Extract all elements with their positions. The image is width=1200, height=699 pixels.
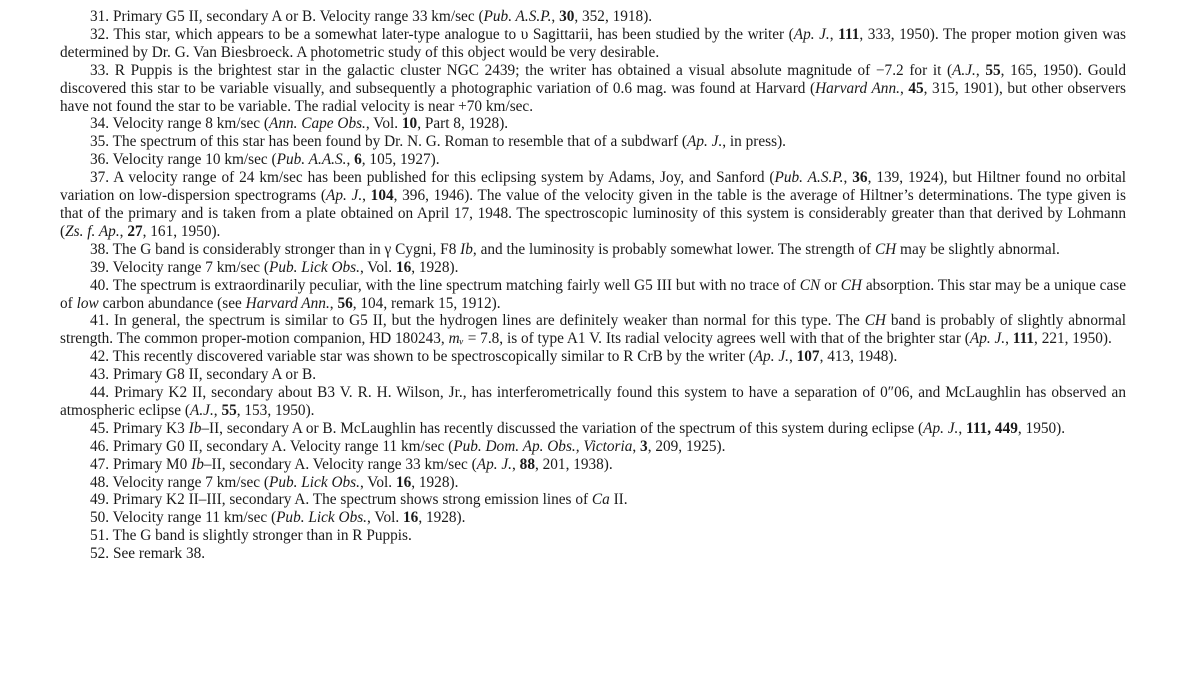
italic-text: Ib: [188, 419, 202, 437]
note-32: [60, 26, 1126, 62]
italic-text: Ap. J.: [326, 187, 363, 205]
italic-text: Ap. J.: [793, 25, 830, 43]
italic-text: Harvard Ann.: [245, 294, 330, 312]
note-text: ,: [329, 294, 338, 312]
note-text: , Vol.: [359, 473, 396, 491]
note-number: 36.: [90, 151, 113, 169]
note-number: 46.: [90, 437, 113, 455]
bold-text: 104: [370, 187, 394, 205]
note-number: 44.: [90, 384, 115, 402]
bold-text: 10: [401, 115, 418, 133]
italic-text: Ca: [591, 491, 610, 509]
note-text: The spectrum of this star has been found by Dr. N. G. Roman to resemble that of a subdwarf (: [112, 133, 688, 151]
note-number: 48.: [90, 473, 113, 491]
bold-text: 56: [337, 294, 353, 312]
note-number: 52.: [90, 545, 113, 563]
bold-text: 16: [403, 509, 419, 527]
note-text: or: [820, 276, 841, 294]
italic-text: A.J.: [189, 401, 214, 419]
italic-text: Ap. J.: [753, 348, 789, 366]
note-text: See remark 38.: [112, 545, 206, 563]
note-34: [60, 115, 1126, 133]
note-text: , 1950).: [1017, 419, 1066, 437]
note-text: –II, secondary A or B. McLaughlin has recently discussed the variation of the spectrum of this system during eclipse (: [201, 419, 924, 437]
note-text: , and the luminosity is probably somewhat lower. The strength of: [472, 240, 875, 258]
note-text: , 165, 1950). Gould discovered this star to be variable visually, and subsequently a photographic variation of 0.6 mag. was found at Harvard (: [60, 61, 1126, 97]
note-text: The G band is considerably stronger than in γ Cygni, F8: [112, 240, 461, 258]
bold-text: 3: [640, 437, 648, 455]
note-number: 45.: [90, 419, 113, 437]
note-number: 40.: [90, 276, 113, 294]
note-number: 32.: [90, 25, 114, 43]
note-number: 31.: [90, 8, 113, 25]
note-text: ,: [512, 455, 520, 473]
bold-text: 111: [1012, 330, 1035, 348]
note-35: [60, 133, 1126, 151]
note-text: Velocity range 11 km/sec (: [112, 509, 277, 527]
note-text: ,: [1005, 330, 1013, 348]
note-number: 49.: [90, 491, 113, 509]
note-text: Primary K2 II–III, secondary A. The spectrum shows strong emission lines of: [112, 491, 592, 509]
bold-text: 6: [354, 151, 362, 169]
bold-text: 45: [908, 79, 924, 97]
italic-text: mᵥ: [448, 330, 464, 348]
note-text: Primary M0: [112, 455, 192, 473]
bold-text: 111, 449: [966, 419, 1018, 437]
note-text: , 209, 1925).: [647, 437, 726, 455]
note-31: [60, 8, 1126, 26]
note-text: carbon abundance (see: [98, 294, 246, 312]
note-number: 41.: [90, 312, 115, 330]
note-text: Primary G0 II, secondary A. Velocity range 11 km/sec (: [112, 437, 454, 455]
note-text: , 221, 1950).: [1034, 330, 1112, 348]
note-text: Primary G8 II, secondary A or B.: [112, 366, 317, 384]
note-44: [60, 384, 1126, 420]
note-text: , 1928).: [418, 509, 466, 527]
italic-text: Pub. A.A.S.: [276, 151, 347, 169]
note-text: ,: [551, 8, 560, 25]
note-52: [60, 545, 1126, 563]
note-text: –II, secondary A. Velocity range 33 km/sec (: [203, 455, 477, 473]
note-text: , 1928).: [411, 258, 459, 276]
note-number: 35.: [90, 133, 113, 151]
bold-text: 16: [395, 473, 412, 491]
note-text: = 7.8, is of type A1 V. Its radial velocity agrees well with that of the brighter star (: [463, 330, 970, 348]
italic-text: A.J.: [952, 61, 976, 79]
italic-text: low: [76, 294, 99, 312]
note-text: ,: [788, 348, 797, 366]
note-49: [60, 491, 1126, 509]
italic-text: Harvard Ann.: [815, 79, 900, 97]
note-text: may be slightly abnormal.: [896, 240, 1060, 258]
note-text: This recently discovered variable star was shown to be spectroscopically similar to R CrB by the writer (: [112, 348, 754, 366]
note-text: A velocity range of 24 km/sec has been published for this eclipsing system by Adams, Joy, and Sanford (: [113, 169, 775, 187]
note-text: ,: [843, 169, 853, 187]
bold-text: 107: [796, 348, 820, 366]
italic-text: Pub. A.S.P.: [483, 8, 552, 25]
note-text: This star, which appears to be a somewhat later-type analogue to υ Sagittarii, has been studied by the writer (: [113, 25, 794, 43]
notes-page: [60, 8, 1126, 563]
note-number: 37.: [90, 169, 114, 187]
italic-text: Ann. Cape Obs.: [269, 115, 366, 133]
italic-text: CH: [874, 240, 897, 258]
note-text: , 413, 1948).: [819, 348, 898, 366]
note-text: Velocity range 8 km/sec (: [112, 115, 269, 133]
italic-text: Pub. Lick Obs.: [269, 473, 360, 491]
note-text: ,: [899, 79, 909, 97]
note-text: II.: [609, 491, 628, 509]
note-text: , Part 8, 1928).: [417, 115, 509, 133]
note-text: , 153, 1950).: [236, 401, 315, 419]
note-45: [60, 420, 1126, 438]
note-text: , 333, 1950). The proper motion given was determined by Dr. G. Van Biesbroeck. A photometric study of this object would be very desirable.: [60, 25, 1127, 61]
note-text: The G band is slightly stronger than in R Puppis.: [112, 527, 412, 545]
note-text: In general, the spectrum is similar to G5 II, but the hydrogen lines are definitely weaker than normal for this type. The: [114, 312, 865, 330]
note-text: Velocity range 7 km/sec (: [112, 258, 269, 276]
italic-text: CH: [840, 276, 862, 294]
note-text: Primary G5 II, secondary A or B. Velocity range 33 km/sec (: [112, 8, 484, 25]
italic-text: Ap. J.: [687, 133, 723, 151]
bold-text: 88: [519, 455, 535, 473]
note-number: 42.: [90, 348, 113, 366]
note-33: [60, 62, 1126, 116]
note-number: 50.: [90, 509, 113, 527]
note-number: 47.: [90, 455, 113, 473]
note-50: [60, 509, 1126, 527]
note-text: ,: [213, 401, 222, 419]
bold-text: 55: [985, 61, 1001, 79]
note-text: ,: [975, 61, 986, 79]
note-text: absorption. This star may be a unique case of: [60, 276, 1126, 312]
bold-text: 55: [221, 401, 237, 419]
note-text: , 201, 1938).: [534, 455, 613, 473]
italic-text: Ap. J.: [923, 419, 959, 437]
italic-text: Ib: [460, 240, 473, 258]
note-text: , in press).: [722, 133, 787, 151]
note-43: [60, 366, 1126, 384]
bold-text: 36: [852, 169, 868, 187]
note-text: , 315, 1901), but other observers have not found the star to be variable. The radial velocity is near +70 km/sec.: [60, 79, 1126, 115]
note-number: 39.: [90, 258, 113, 276]
note-51: [60, 527, 1126, 545]
note-40: [60, 277, 1126, 313]
note-number: 34.: [90, 115, 113, 133]
note-36: [60, 151, 1126, 169]
note-39: [60, 259, 1126, 277]
note-text: ,: [362, 187, 371, 205]
note-text: , Vol.: [359, 258, 396, 276]
note-text: ,: [346, 151, 355, 169]
italic-text: Pub. A.S.P.: [774, 169, 844, 187]
note-text: , Vol.: [367, 509, 404, 527]
note-text: band is probably of slightly abnormal strength. The common proper-motion companion, HD 180243,: [60, 312, 1126, 348]
note-number: 51.: [90, 527, 113, 545]
note-text: Velocity range 7 km/sec (: [112, 473, 269, 491]
note-46: [60, 438, 1126, 456]
note-text: , Vol.: [365, 115, 402, 133]
note-37: [60, 169, 1126, 241]
note-number: 38.: [90, 240, 113, 258]
note-text: , 104, remark 15, 1912).: [352, 294, 501, 312]
note-text: , 1928).: [411, 473, 459, 491]
bold-text: 111: [838, 25, 860, 43]
note-text: R Puppis is the brightest star in the galactic cluster NGC 2439; the writer has obtained a visual absolute magnitude of −7.2 for it (: [114, 61, 953, 79]
note-text: ,: [829, 25, 839, 43]
note-text: , 352, 1918).: [574, 8, 653, 25]
note-text: , 396, 1946). The value of the velocity given in the table is the average of Hiltner’s determinations. The type given is that of the primary and is taken from a plate obtained on April 17, 1948. The spectroscopic luminosity of this system is considerably greater than that derived by Lohmann (: [60, 187, 1126, 240]
italic-text: Ib: [191, 455, 204, 473]
italic-text: Pub. Lick Obs.: [276, 509, 368, 527]
note-text: , 161, 1950).: [142, 222, 221, 240]
bold-text: 27: [127, 222, 143, 240]
note-text: ,: [958, 419, 967, 437]
note-38: [60, 241, 1126, 259]
note-41: [60, 312, 1126, 348]
italic-text: Pub. Dom. Ap. Obs., Victoria: [453, 437, 633, 455]
italic-text: Ap. J.: [969, 330, 1006, 348]
note-number: 43.: [90, 366, 113, 384]
note-text: Primary K2 II, secondary about B3 V. R. H. Wilson, Jr., has interferometrically found this system to have a separation of 0″06, and McLaughlin has observed an atmospheric eclipse (: [60, 384, 1126, 419]
note-text: Velocity range 10 km/sec (: [112, 151, 277, 169]
bold-text: 16: [395, 258, 412, 276]
bold-text: 30: [559, 8, 575, 25]
italic-text: Ap. J.: [476, 455, 513, 473]
note-text: The spectrum is extraordinarily peculiar, with the line spectrum matching fairly well G5 III but with no trace of: [112, 276, 800, 294]
note-text: ,: [632, 437, 641, 455]
note-47: [60, 456, 1126, 474]
note-text: Primary K3: [112, 419, 189, 437]
italic-text: CH: [864, 312, 886, 330]
note-42: [60, 348, 1126, 366]
note-number: 33.: [90, 61, 115, 79]
note-text: ,: [119, 222, 128, 240]
note-48: [60, 474, 1126, 492]
italic-text: CN: [799, 276, 821, 294]
italic-text: Zs. f. Ap.: [65, 222, 120, 240]
note-text: , 139, 1924), but Hiltner found no orbital variation on low-dispersion spectrograms (: [60, 169, 1126, 205]
italic-text: Pub. Lick Obs.: [269, 258, 360, 276]
note-text: , 105, 1927).: [361, 151, 440, 169]
